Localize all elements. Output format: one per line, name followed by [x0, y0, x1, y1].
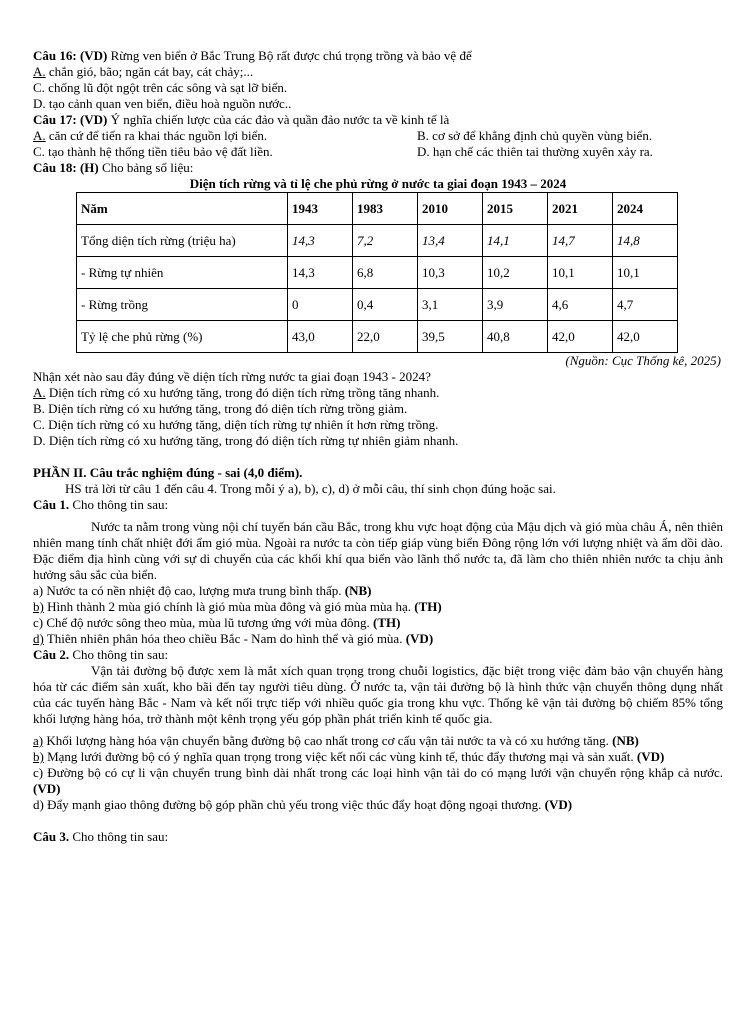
- q18-lead: Câu 18: (H): [33, 160, 99, 175]
- q16-a-letter: A.: [33, 64, 46, 79]
- c2-c-tag: (VD): [33, 781, 61, 796]
- table-header-cell: 1983: [353, 193, 418, 225]
- part2-instruction: HS trả lời từ câu 1 đến câu 4. Trong mỗi ý a), b), c), d) ở mỗi câu, thí sinh chọn đúng hoặc sai.: [65, 481, 556, 496]
- c1-item-d: [33, 631, 723, 647]
- table-header-cell: 2010: [418, 193, 483, 225]
- q17-a-letter: A.: [33, 128, 46, 143]
- c1-text: Cho thông tin sau:: [69, 497, 169, 512]
- table-row-label: - Rừng trồng: [77, 289, 288, 321]
- c3-stem: [33, 829, 723, 845]
- table-cell: 14,3: [288, 225, 353, 257]
- q16-option-d: D. tạo cảnh quan ven biển, điều hoà nguồn nước..: [33, 96, 292, 111]
- q16-a-text: chắn gió, bão; ngăn cát bay, cát chảy;...: [45, 64, 254, 79]
- q16-stem: [33, 48, 723, 64]
- c2-lead: Câu 2.: [33, 647, 70, 662]
- spacer: [33, 449, 723, 465]
- table-cell: 39,5: [418, 321, 483, 353]
- c1-item-a: [33, 583, 723, 599]
- c1-b-tag: (TH): [414, 599, 442, 614]
- table-row-label: Tỷ lệ che phủ rừng (%): [77, 321, 288, 353]
- table-cell: 10,3: [418, 257, 483, 289]
- q17-a-text: căn cứ để tiến ra khai thác nguồn lợi biển.: [45, 128, 268, 143]
- document-page: [33, 48, 723, 845]
- q16-option-c: C. chống lũ đột ngột trên các sông và sạt lỡ biển.: [33, 80, 288, 95]
- c1-c-tag: (TH): [373, 615, 401, 630]
- q18-a-letter: A.: [33, 385, 46, 400]
- q17-options-cd: [33, 144, 723, 160]
- c1-b-text: Hình thành 2 mùa gió chính là gió mùa mùa đông và gió mùa mùa hạ.: [43, 599, 415, 614]
- q18-option-d: D. Diện tích rừng có xu hướng tăng, trong đó diện tích rừng tự nhiên giảm nhanh.: [33, 433, 459, 448]
- c3-lead: Câu 3.: [33, 829, 70, 844]
- c1-item-b: [33, 599, 723, 615]
- forest-table: [76, 192, 678, 353]
- q17-option-a: [33, 128, 417, 144]
- table-cell: 14,7: [548, 225, 613, 257]
- table-cell: 10,1: [548, 257, 613, 289]
- c1-a-text: a) Nước ta có nền nhiệt độ cao, lượng mưa trung bình thấp.: [33, 583, 345, 598]
- c2-a-text: Khối lượng hàng hóa vận chuyển bằng đường bộ cao nhất trong cơ cấu vận tải nước ta và có xu hướng tăng.: [43, 733, 613, 748]
- c1-passage: Nước ta nằm trong vùng nội chí tuyến bán cầu Bắc, trong khu vực hoạt động của Mậu dịch và gió mùa châu Á, nên thiên nhiên mang tính chất nhiệt đới ẩm gió mùa. Ngoài ra nước ta còn tiếp giáp vùng biển Đông rộng lớn với lượng nhiệt và ẩm dồi dào. Đặc điểm địa hình cùng với sự di chuyển của các khối khí qua biển vào lãnh thổ nước ta, đã làm cho thiên nhiên nước ta chịu ảnh hưởng sâu sắc của biển.: [33, 519, 723, 582]
- table-cell: 6,8: [353, 257, 418, 289]
- c1-a-tag: (NB): [344, 583, 372, 598]
- table-cell: 10,2: [483, 257, 548, 289]
- c2-b-letter: b): [33, 749, 44, 764]
- q17-text: Ý nghĩa chiến lược của các đảo và quần đảo nước ta về kinh tế là: [107, 112, 450, 127]
- table-cell: 0,4: [353, 289, 418, 321]
- table-cell: 4,6: [548, 289, 613, 321]
- c1-c-text: c) Chế độ nước sông theo mùa, mùa lũ tương ứng với mùa đông.: [33, 615, 373, 630]
- table-cell: 42,0: [613, 321, 678, 353]
- table-cell: 3,9: [483, 289, 548, 321]
- table-cell: 0: [288, 289, 353, 321]
- c2-d-tag: (VD): [544, 797, 573, 812]
- table-row: [77, 321, 678, 353]
- c2-item-b: [33, 749, 723, 765]
- c2-c-text: c) Đường bộ có cự li vận chuyển trung bình dài nhất trong các loại hình vận tải do có mạng lưới vận chuyển rộng khắp cả nước.: [33, 765, 723, 780]
- table-cell: 7,2: [353, 225, 418, 257]
- q17-lead: Câu 17: (VD): [33, 112, 108, 127]
- c1-b-letter: b): [33, 599, 44, 614]
- table-row: [77, 289, 678, 321]
- table-source: (Nguồn: Cục Thống kê, 2025): [565, 353, 721, 368]
- c1-lead: Câu 1.: [33, 497, 70, 512]
- q17-stem: [33, 112, 723, 128]
- q16-option-a: [33, 64, 723, 80]
- q17-option-d: D. hạn chế các thiên tai thường xuyên xảy ra.: [417, 144, 653, 159]
- table-cell: 4,7: [613, 289, 678, 321]
- c1-d-text: Thiên nhiên phân hóa theo chiều Bắc - Nam do hình thể và gió mùa.: [43, 631, 406, 646]
- table-cell: 22,0: [353, 321, 418, 353]
- c2-b-text: Mạng lưới đường bộ có ý nghĩa quan trọng trong việc kết nối các vùng kinh tế, thúc đẩy thương mại và sản xuất.: [43, 749, 637, 764]
- q18-question: Nhận xét nào sau đây đúng về diện tích rừng nước ta giai đoạn 1943 - 2024?: [33, 369, 431, 384]
- q18-a-text: Diện tích rừng có xu hướng tăng, trong đó diện tích rừng trồng tăng nhanh.: [45, 385, 440, 400]
- c1-d-tag: (VD): [405, 631, 434, 646]
- c3-text: Cho thông tin sau:: [69, 829, 169, 844]
- q17-option-c: C. tạo thành hệ thống tiền tiêu bảo vệ đất liền.: [33, 144, 273, 159]
- c1-d-letter: d): [33, 631, 44, 646]
- table-header-cell: 1943: [288, 193, 353, 225]
- table-cell: 14,8: [613, 225, 678, 257]
- c2-d-text: d) Đẩy mạnh giao thông đường bộ góp phần chủ yếu trong việc thúc đẩy hoạt động ngoại thương.: [33, 797, 545, 812]
- table-cell: 43,0: [288, 321, 353, 353]
- c2-item-c: [33, 765, 723, 797]
- table-cell: 14,1: [483, 225, 548, 257]
- c1-item-c: [33, 615, 723, 631]
- q16-lead: Câu 16: (VD): [33, 48, 108, 63]
- c2-item-a: [33, 733, 723, 749]
- q18-option-a: [33, 385, 723, 401]
- q17-option-b: B. cơ sở để khẳng định chủ quyền vùng biển.: [417, 128, 653, 143]
- table-cell: 42,0: [548, 321, 613, 353]
- c2-item-d: [33, 797, 723, 813]
- c2-passage: Vận tải đường bộ được xem là mắt xích quan trọng trong chuỗi logistics, đặc biệt trong việc đảm bảo vận chuyển hàng hóa từ các điểm sản xuất, kho bãi đến tay người tiêu dùng. Ở nước ta, vận tải đường bộ là hình thức vận chuyển thông dụng nhất của các tuyến hàng Bắc - Nam và kết nối trực tiếp với nhiều quốc gia trong khu vực. Thống kê vận tải đường bộ chiếm 85% tổng khối lượng hàng hóa, trở thành một kênh trọng yếu góp phần phát triển kinh tế quốc gia.: [33, 663, 723, 726]
- table-header-cell: 2024: [613, 193, 678, 225]
- table-title: Diện tích rừng và tỉ lệ che phủ rừng ở nước ta giai đoạn 1943 – 2024: [189, 176, 567, 191]
- table-header-cell: 2021: [548, 193, 613, 225]
- c2-a-tag: (NB): [612, 733, 639, 748]
- table-header-cell: Năm: [77, 193, 288, 225]
- q18-text: Cho bảng số liệu:: [98, 160, 194, 175]
- q18-option-c: C. Diện tích rừng có xu hướng tăng, diện tích rừng tự nhiên ít hơn rừng trồng.: [33, 417, 439, 432]
- spacer: [33, 813, 723, 829]
- c2-stem: [33, 647, 723, 663]
- c1-stem: [33, 497, 723, 513]
- table-cell: 10,1: [613, 257, 678, 289]
- table-row-label: - Rừng tự nhiên: [77, 257, 288, 289]
- q18-stem: [33, 160, 723, 176]
- part2-title: PHẦN II. Câu trắc nghiệm đúng - sai (4,0 điểm).: [33, 465, 303, 480]
- table-row-label: Tổng diện tích rừng (triệu ha): [77, 225, 288, 257]
- q17-options-ab: [33, 128, 723, 144]
- table-header-row: [77, 193, 678, 225]
- table-cell: 13,4: [418, 225, 483, 257]
- c2-text: Cho thông tin sau:: [69, 647, 169, 662]
- table-row: [77, 225, 678, 257]
- table-cell: 40,8: [483, 321, 548, 353]
- c2-b-tag: (VD): [636, 749, 665, 764]
- q16-text: Rừng ven biển ở Bắc Trung Bộ rất được chú trọng trồng và bảo vệ để: [107, 48, 472, 63]
- table-cell: 3,1: [418, 289, 483, 321]
- c2-a-letter: a): [33, 733, 44, 748]
- q18-option-b: B. Diện tích rừng có xu hướng tăng, trong đó diện tích rừng trồng giảm.: [33, 401, 408, 416]
- table-row: [77, 257, 678, 289]
- table-cell: 14,3: [288, 257, 353, 289]
- table-header-cell: 2015: [483, 193, 548, 225]
